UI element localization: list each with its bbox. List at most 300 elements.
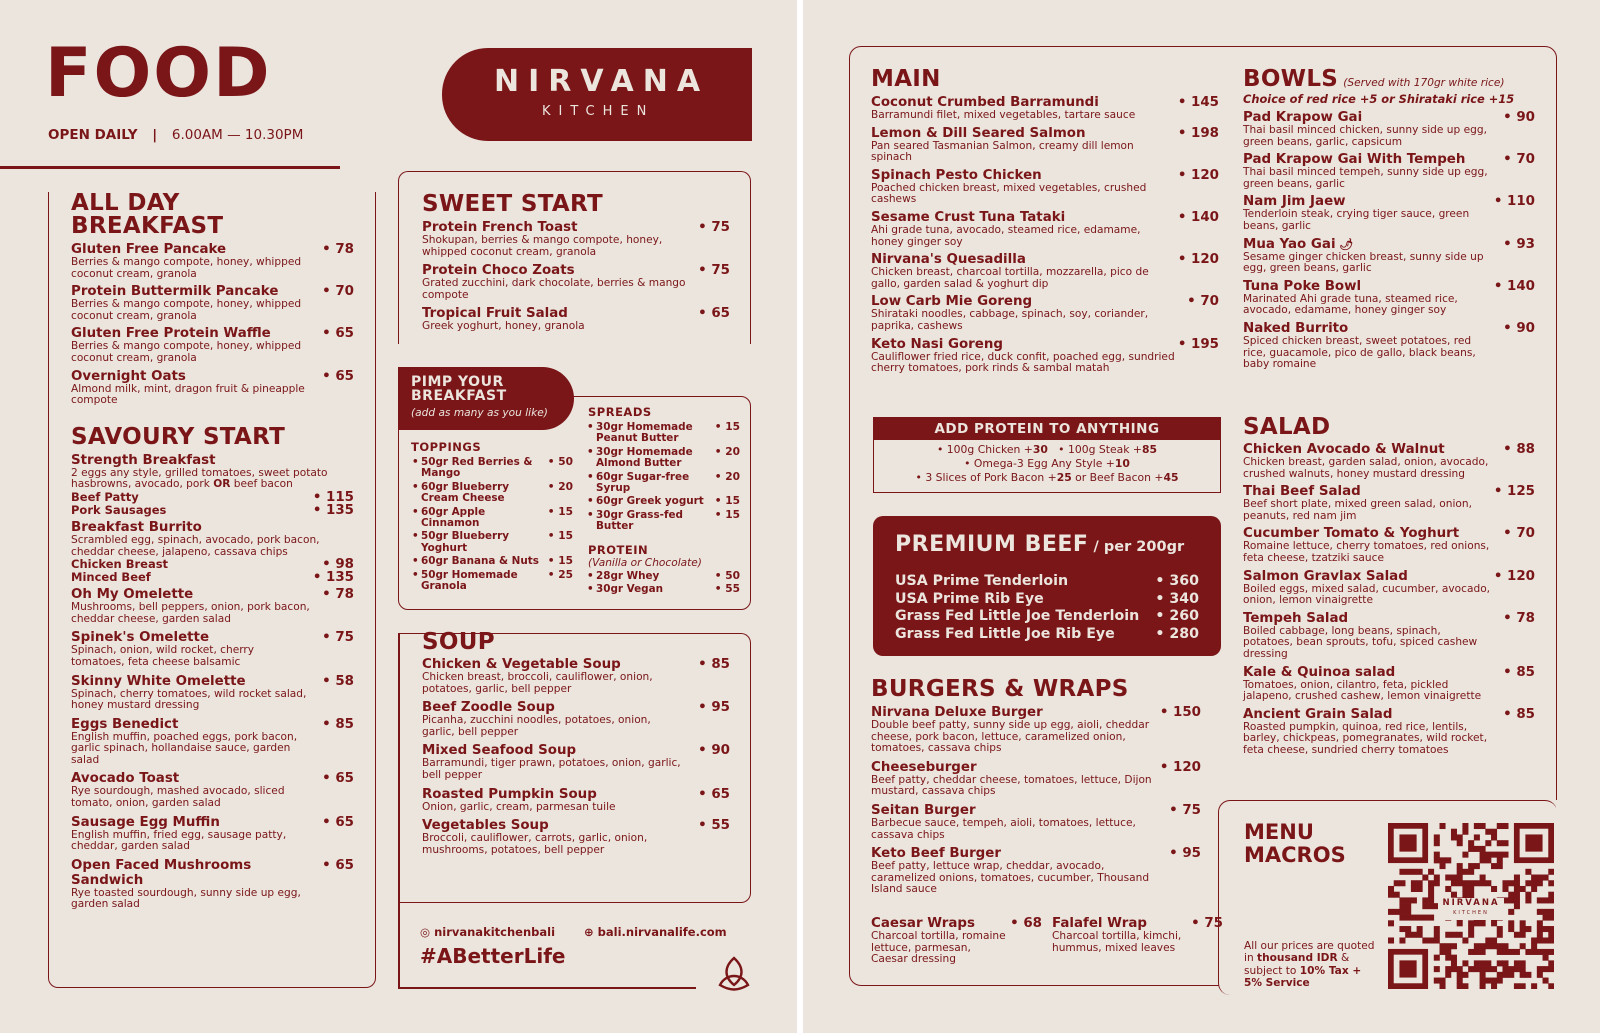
addon-name: 60gr Blueberry Cream Cheese: [421, 480, 510, 505]
menu-item: [71, 242, 354, 280]
addon-item: [412, 530, 573, 554]
item-description: English muffin, fried egg, sausage patty, cheddar, garden salad: [71, 828, 287, 853]
burgers-section: [871, 676, 1201, 901]
beef-name: USA Prime Rib Eye: [895, 590, 1044, 607]
item-price: • 75: [698, 263, 730, 279]
open-label: OPEN DAILY: [48, 127, 138, 143]
item-name: Overnight Oats: [71, 368, 186, 384]
item-name: Chicken Avocado & Walnut: [1243, 442, 1445, 457]
beef-per: / per 200gr: [1093, 539, 1185, 555]
addon-item: [587, 569, 740, 582]
menu-item: [871, 252, 1219, 290]
menu-item: [1243, 279, 1535, 317]
menu-item: [422, 818, 730, 856]
addon-price: • 20: [547, 480, 573, 493]
item-name: Lemon & Dill Seared Salmon: [871, 125, 1086, 141]
protein-list: [588, 571, 740, 596]
item-name: Tuna Poke Bowl: [1243, 278, 1362, 294]
main-section: [871, 66, 1219, 379]
item-price: • 85: [1503, 706, 1535, 722]
item-price: • 93: [1503, 236, 1535, 252]
item-name: Beef Zoodle Soup: [422, 700, 555, 716]
menu-item: [422, 306, 730, 333]
bullet-icon: •: [412, 456, 419, 468]
bullet-icon: •: [587, 421, 594, 433]
item-price: • 125: [1493, 484, 1535, 500]
item-name: Nam Jim Jaew: [1243, 194, 1346, 210]
item-description: Greek yoghurt, honey, granola: [422, 320, 585, 333]
salad-title: SALAD: [1243, 414, 1331, 440]
beef-item: [895, 591, 1199, 609]
price-note: All our prices are quoted in thousand IDR & subject to 10% Tax + 5% Service: [1244, 940, 1375, 990]
item-name: Breakfast Burrito: [71, 519, 202, 535]
item-name: Caesar Wraps: [871, 916, 975, 931]
item-name: Eggs Benedict: [71, 716, 179, 732]
addon-name: 28gr Whey: [596, 569, 660, 582]
menu-item: [1243, 194, 1535, 232]
addon-item: [587, 495, 740, 508]
bullet-icon: •: [587, 445, 594, 458]
item-name: Keto Beef Burger: [871, 846, 1001, 862]
item-description: Rye sourdough, mashed avocado, sliced tomato, onion, garden salad: [71, 785, 285, 810]
addon-name: 50gr Red Berries & Mango: [421, 456, 533, 480]
item-name: Falafel Wrap: [1052, 916, 1147, 931]
item-description: Chicken breast, garden salad, onion, avocado, crushed walnuts, honey mustard dressing: [1243, 456, 1489, 480]
bullet-icon: •: [587, 470, 594, 483]
menu-item: [71, 771, 354, 809]
item-price: • 78: [322, 242, 354, 257]
item-description: Boiled cabbage, long beans, spinach, potatoes, bean sprouts, tofu, spiced cashew dressing: [1243, 624, 1478, 660]
item-description: Charcoal tortilla, romaine lettuce, parmesan, Caesar dressing: [871, 930, 1006, 966]
menu-item: [871, 705, 1201, 755]
item-price: • 65: [322, 368, 354, 384]
item-price: • 85: [698, 657, 730, 672]
addon-item: [587, 470, 740, 495]
menu-item: [71, 284, 354, 322]
menu-item: [422, 787, 730, 814]
addon-name: 60gr Banana & Nuts: [421, 555, 539, 568]
item-option: [71, 504, 354, 517]
qr-logo-sub: KITCHEN: [1453, 910, 1489, 916]
pimp-note: (add as many as you like): [411, 407, 548, 419]
item-price: • 65: [322, 814, 354, 830]
item-description: Spiced chicken breast, sweet potatoes, red rice, guacamole, pico de gallo, black beans, baby romaine: [1243, 334, 1476, 371]
bullet-icon: •: [587, 508, 594, 521]
item-price: • 90: [1503, 110, 1535, 125]
addon-item: [412, 480, 573, 505]
item-name: Spinach Pesto Chicken: [871, 167, 1042, 183]
menu-item: [71, 369, 354, 407]
menu-item: [1243, 237, 1535, 275]
addon-price: • 50: [714, 569, 740, 582]
item-price: • 70: [1503, 526, 1535, 542]
addon-price: • 20: [714, 445, 740, 458]
item-price: • 65: [322, 771, 354, 787]
item-name: Mixed Seafood Soup: [422, 743, 577, 759]
item-description: Grated zucchini, dark chocolate, berries & mango compote: [422, 277, 686, 301]
menu-item: [71, 326, 354, 364]
item-description: Shirataki noodles, cabbage, spinach, soy, coriander, paprika, cashews: [871, 308, 1149, 332]
addon-item: [587, 421, 740, 445]
wraps-row: [871, 916, 1223, 969]
beef-price: • 260: [1155, 608, 1199, 624]
soup-title: SOUP: [422, 629, 495, 655]
item-description: Tenderloin steak, crying tiger sauce, green beans, garlic: [1243, 208, 1470, 232]
wrap-item: [871, 916, 1042, 966]
breakfast-title: ALL DAY BREAKFAST: [71, 190, 224, 239]
bowls-note: (Served with 170gr white rice): [1343, 77, 1505, 89]
item-name: Open Faced Mushrooms Sandwich: [71, 857, 252, 888]
item-price: • 65: [322, 857, 354, 873]
savoury-title: SAVOURY START: [71, 423, 286, 450]
item-price: • 78: [1503, 610, 1535, 626]
bullet-icon: •: [412, 568, 419, 581]
website-link[interactable]: ⊕ bali.nirvanalife.com: [584, 925, 727, 939]
item-description: Ahi grade tuna, avocado, steamed rice, edamame, honey ginger soy: [871, 223, 1141, 248]
item-description: Barramundi filet, mixed vegetables, tartare sauce: [871, 109, 1136, 121]
beef-price: • 280: [1155, 625, 1199, 642]
addon-item: [412, 568, 573, 593]
item-description: Berries & mango compote, honey, whipped coconut cream, granola: [71, 340, 302, 364]
menu-item: [71, 587, 354, 625]
addon-name: 60gr Apple Cinnamon: [421, 505, 486, 530]
beef-list: [895, 573, 1199, 643]
item-name: Coconut Crumbed Barramundi: [871, 95, 1099, 110]
addon-item: [587, 508, 740, 533]
item-name: Gluten Free Pancake: [71, 242, 227, 257]
spreads-title: SPREADS: [588, 405, 652, 419]
menu-item: [871, 126, 1219, 164]
pimp-title: PIMP YOUR BREAKFAST: [411, 374, 507, 404]
item-name: Avocado Toast: [71, 771, 180, 787]
item-name: Keto Nasi Goreng: [871, 336, 1003, 352]
item-description: Double beef patty, sunny side up egg, aioli, cheddar cheese, pork bacon, lettuce, caramelized onion, tomatoes, cassava chips: [871, 719, 1150, 755]
menu-item: [422, 263, 730, 301]
item-price: • 150: [1159, 705, 1201, 720]
item-name: Spinek's Omelette: [71, 630, 210, 646]
chili-icon: 🌶: [1335, 237, 1354, 251]
menu-item: [71, 717, 354, 767]
menu-item: [871, 760, 1201, 798]
item-name: Sesame Crust Tuna Tataki: [871, 209, 1066, 225]
menu-item: [871, 294, 1219, 332]
addon-name: 50gr Blueberry Yoghurt: [421, 530, 510, 554]
item-description: Onion, garlic, cream, parmesan tuile: [422, 800, 616, 813]
bowls-heading: [1243, 66, 1535, 92]
menu-item: [71, 858, 354, 911]
item-price: • 65: [698, 786, 730, 802]
item-price: • 75: [1169, 802, 1201, 818]
item-name: Pad Krapow Gai With Tempeh: [1243, 152, 1466, 168]
item-price: • 58: [322, 673, 354, 689]
bowls-choice: Choice of red rice +5 or Shirataki rice +15: [1243, 92, 1515, 106]
trinity-knot-icon: [714, 955, 754, 991]
item-description: Barbecue sauce, tempeh, aioli, tomatoes, lettuce, cassava chips: [871, 816, 1136, 841]
item-price: • 75: [1191, 916, 1223, 931]
spreads-list: [588, 422, 740, 533]
wrap-item: [1052, 916, 1223, 966]
item-name: Sausage Egg Muffin: [71, 814, 220, 830]
item-name: Nirvana Deluxe Burger: [871, 705, 1043, 720]
item-price: • 120: [1177, 167, 1219, 183]
beef-name: Grass Fed Little Joe Tenderloin: [895, 608, 1140, 624]
item-price: • 120: [1493, 568, 1535, 584]
toppings-list: [411, 457, 573, 592]
item-price: • 85: [1503, 664, 1535, 680]
addon-price: • 15: [714, 495, 740, 508]
item-description: Thai basil minced tempeh, sunny side up egg, green beans, garlic: [1243, 166, 1488, 190]
bullet-icon: •: [587, 569, 594, 582]
item-name: Gluten Free Protein Waffle: [71, 326, 271, 342]
item-price: • 110: [1493, 194, 1535, 210]
logo-brand: NIRVANA: [494, 64, 710, 99]
item-name: Nirvana's Quesadilla: [871, 252, 1026, 268]
add-protein-box: [873, 417, 1221, 493]
item-description: Almond milk, mint, dragon fruit & pineapple compote: [71, 382, 305, 407]
bowls-section: [1243, 66, 1535, 375]
addon-price: • 15: [547, 555, 573, 568]
item-description: Thai basil minced chicken, sunny side up egg, green beans, garlic, capsicum: [1243, 124, 1487, 148]
item-name: Tropical Fruit Salad: [422, 306, 568, 322]
item-description: Berries & mango compote, honey, whipped coconut cream, granola: [71, 298, 302, 322]
item-price: • 90: [698, 743, 730, 759]
item-description: Roasted pumpkin, quinoa, red rice, lentils, barley, chickpeas, pomegranates, wild rocket, feta cheese, sundried cherry tomatoes: [1243, 720, 1488, 756]
addon-price: • 25: [547, 568, 573, 581]
menu-item: [422, 743, 730, 781]
brand-logo: [442, 48, 752, 141]
beef-price: • 340: [1155, 590, 1199, 607]
addon-price: • 15: [714, 508, 740, 521]
item-description: Spinach, cherry tomatoes, wild rocket salad, honey mustard dressing: [71, 687, 307, 712]
addon-name: 60gr Sugar-free Syrup: [596, 470, 690, 495]
protein-note: (Vanilla or Chocolate): [588, 556, 702, 569]
option-label: Pork Sausages: [71, 502, 167, 517]
menu-item: [1243, 707, 1535, 757]
salad-list: [1243, 442, 1535, 757]
item-name: Tempeh Salad: [1243, 610, 1349, 626]
addon-name: 30gr Homemade Peanut Butter: [596, 421, 693, 445]
menu-item: [1243, 152, 1535, 190]
item-price: • 145: [1177, 95, 1219, 110]
item-description: Mushrooms, bell peppers, onion, pork bacon, cheddar cheese, garden salad: [71, 601, 310, 625]
addon-price: • 15: [714, 421, 740, 433]
bowl-list: [1243, 110, 1535, 371]
bullet-icon: •: [412, 530, 419, 543]
addon-price: • 50: [547, 456, 573, 468]
menu-page-right: [803, 0, 1600, 1033]
option-label: Chicken Breast: [71, 557, 169, 572]
item-description: Broccoli, cauliflower, carrots, garlic, onion, mushrooms, potatoes, bell pepper: [422, 832, 648, 856]
option-price: • 135: [312, 570, 354, 586]
item-description: Beef patty, cheddar cheese, tomatoes, lettuce, Dijon mustard, cassava chips: [871, 773, 1152, 798]
instagram-handle[interactable]: ◎ nirvanakitchenbali: [420, 925, 556, 939]
item-name: Ancient Grain Salad: [1243, 706, 1393, 722]
menu-item: [71, 630, 354, 668]
addon-item: [412, 505, 573, 530]
sweet-title: SWEET START: [422, 191, 603, 217]
macros-title: MENU MACROS: [1244, 820, 1346, 867]
option-price: • 135: [312, 502, 354, 518]
item-description: Berries & mango compote, honey, whipped coconut cream, granola: [71, 256, 302, 280]
addon-price: • 55: [714, 583, 740, 596]
item-description: Barramundi, tiger prawn, potatoes, onion, garlic, bell pepper: [422, 757, 681, 781]
item-description: Charcoal tortilla, kimchi, hummus, mixed leaves: [1052, 930, 1182, 954]
menu-item: [1243, 611, 1535, 661]
option-label: Minced Beef: [71, 570, 151, 585]
globe-icon: ⊕: [584, 925, 594, 939]
bullet-icon: •: [412, 555, 419, 568]
item-price: • 65: [698, 306, 730, 322]
beef-price: • 360: [1155, 573, 1199, 589]
item-name: Oh My Omelette: [71, 587, 194, 603]
beef-heading: [895, 532, 1184, 557]
main-list: [871, 95, 1219, 375]
macros-mask: [1556, 800, 1564, 1000]
addon-item: [587, 445, 740, 470]
option-price: • 115: [312, 489, 354, 505]
item-price: • 55: [698, 818, 730, 834]
item-description: Scrambled egg, spinach, avocado, pork bacon, cheddar cheese, jalapeno, cassava chips: [71, 533, 320, 558]
item-option: [71, 571, 354, 584]
beef-item: [895, 626, 1199, 644]
burger-list: [871, 705, 1201, 896]
menu-item: [1243, 526, 1535, 564]
menu-item: [1243, 484, 1535, 522]
item-name-text: Mua Yao Gai: [1243, 236, 1336, 252]
beef-title: PREMIUM BEEF: [895, 532, 1089, 557]
item-description: Cauliflower fried rice, duck confit, poached egg, sundried cherry tomatoes, pork rinds & sambal matah: [871, 350, 1175, 375]
menu-item: [871, 210, 1219, 248]
item-price: • 90: [1503, 320, 1535, 336]
item-price: • 95: [698, 700, 730, 716]
option-label: Beef Patty: [71, 489, 139, 504]
salad-section: [1243, 414, 1535, 761]
item-price: • 68: [1010, 916, 1042, 931]
menu-item: [1243, 110, 1535, 148]
menu-item: [71, 674, 354, 712]
item-name: Protein Choco Zoats: [422, 263, 575, 279]
item-price: • 198: [1177, 125, 1219, 141]
item-price: • 120: [1177, 252, 1219, 268]
menu-item: [871, 337, 1219, 375]
header-divider: [0, 166, 340, 169]
sweet-section: [422, 191, 730, 338]
bowls-title: BOWLS: [1243, 66, 1339, 92]
main-title: MAIN: [871, 66, 941, 92]
beef-name: USA Prime Tenderloin: [895, 573, 1069, 589]
beef-name: Grass Fed Little Joe Rib Eye: [895, 625, 1115, 642]
item-price: • 70: [1503, 152, 1535, 168]
item-description: Shokupan, berries & mango compote, honey, whipped coconut cream, granola: [422, 234, 663, 258]
menu-item: [71, 520, 354, 584]
item-price: • 195: [1177, 336, 1219, 352]
item-description: Picanha, zucchini noodles, potatoes, onion, garlic, bell pepper: [422, 714, 651, 738]
item-description: 2 eggs any style, grilled tomatoes, sweet potato hasbrowns, avocado, pork OR beef bacon: [71, 466, 328, 491]
protein-title: PROTEIN: [588, 542, 649, 557]
addon-price: • 15: [547, 530, 573, 543]
open-daily-label: OPEN DAILY | 6.00AM — 10.30PM: [48, 127, 304, 143]
item-name: Thai Beef Salad: [1243, 484, 1361, 500]
addon-price: • 15: [547, 505, 573, 518]
pimp-tag: [398, 367, 574, 430]
menu-item: [1243, 321, 1535, 371]
toppings-title: TOPPINGS: [411, 440, 482, 454]
item-description: Boiled eggs, mixed salad, cucumber, avocado, onion, lemon vinaigrette: [1243, 582, 1491, 607]
menu-item: [871, 803, 1201, 841]
item-price: • 88: [1503, 442, 1535, 457]
item-name: Chicken & Vegetable Soup: [422, 657, 621, 672]
addon-item: [587, 583, 740, 596]
qr-logo-brand: NIRVANA: [1442, 898, 1500, 908]
menu-item: [422, 220, 730, 258]
addon-name: 30gr Grass-fed Butter: [596, 508, 683, 533]
menu-item: [422, 657, 730, 695]
add-protein-title: ADD PROTEIN TO ANYTHING: [874, 418, 1220, 440]
item-name: Vegetables Soup: [422, 818, 549, 834]
menu-item: [1243, 665, 1535, 703]
item-description: Rye toasted sourdough, sunny side up egg, garden salad: [71, 886, 301, 911]
addon-name: 30gr Homemade Almond Butter: [596, 445, 693, 470]
item-options: [71, 558, 354, 584]
bullet-icon: •: [587, 495, 594, 508]
add-protein-options: • 100g Chicken +30 • 100g Steak +85 • Omega-3 Egg Any Style +10 • 3 Slices of Pork Bacon +25 or Beef Bacon +45: [915, 443, 1179, 484]
item-name: Kale & Quinoa salad: [1243, 664, 1396, 680]
item-price: • 85: [322, 716, 354, 732]
instagram-icon: ◎: [420, 925, 431, 939]
addon-item: [412, 456, 573, 480]
item-name: Roasted Pumpkin Soup: [422, 786, 597, 802]
item-description: Poached chicken breast, mixed vegetables, crushed cashews: [871, 181, 1147, 206]
breakfast-list: [71, 242, 354, 407]
menu-page-left: [0, 0, 797, 1033]
savoury-list: [71, 587, 354, 911]
soup-section: [422, 629, 730, 861]
item-name: Salmon Gravlax Salad: [1243, 568, 1408, 584]
item-name: Skinny White Omelette: [71, 673, 246, 689]
menu-item: [422, 700, 730, 738]
premium-beef-box: [873, 516, 1221, 656]
sweet-list: [422, 220, 730, 333]
addon-item: [412, 555, 573, 568]
item-price: • 140: [1493, 278, 1535, 294]
item-description: Sesame ginger chicken breast, sunny side up egg, green beans, garlic: [1243, 250, 1484, 275]
item-price: • 70: [322, 284, 354, 300]
item-name: Seitan Burger: [871, 802, 976, 818]
menu-item: [71, 815, 354, 853]
item-price: • 75: [698, 220, 730, 235]
item-description: Chicken breast, broccoli, cauliflower, onion, potatoes, garlic, bell pepper: [422, 671, 653, 695]
item-price: • 75: [322, 630, 354, 646]
item-price: • 70: [1187, 294, 1219, 310]
item-name: [1243, 237, 1491, 252]
item-name: Protein Buttermilk Pancake: [71, 284, 279, 300]
menu-item: [871, 95, 1219, 122]
menu-item: [71, 453, 354, 517]
item-price: • 120: [1159, 759, 1201, 775]
breakfast-section: [71, 192, 354, 916]
addon-name: 30gr Vegan: [596, 583, 664, 596]
beef-item: [895, 573, 1199, 591]
soup-list: [422, 657, 730, 856]
social-border-bottom: [398, 987, 696, 989]
item-price: • 78: [322, 587, 354, 603]
logo-sub: KITCHEN: [542, 104, 655, 119]
item-description: Beef short plate, mixed green salad, onion, peanuts, red nam jim: [1243, 498, 1472, 522]
page-title: FOOD: [45, 34, 272, 113]
item-description: Chicken breast, charcoal tortilla, mozzarella, pico de gallo, garden salad & yoghurt dip: [871, 266, 1149, 290]
menu-item: [1243, 442, 1535, 480]
menu-item: [871, 168, 1219, 206]
